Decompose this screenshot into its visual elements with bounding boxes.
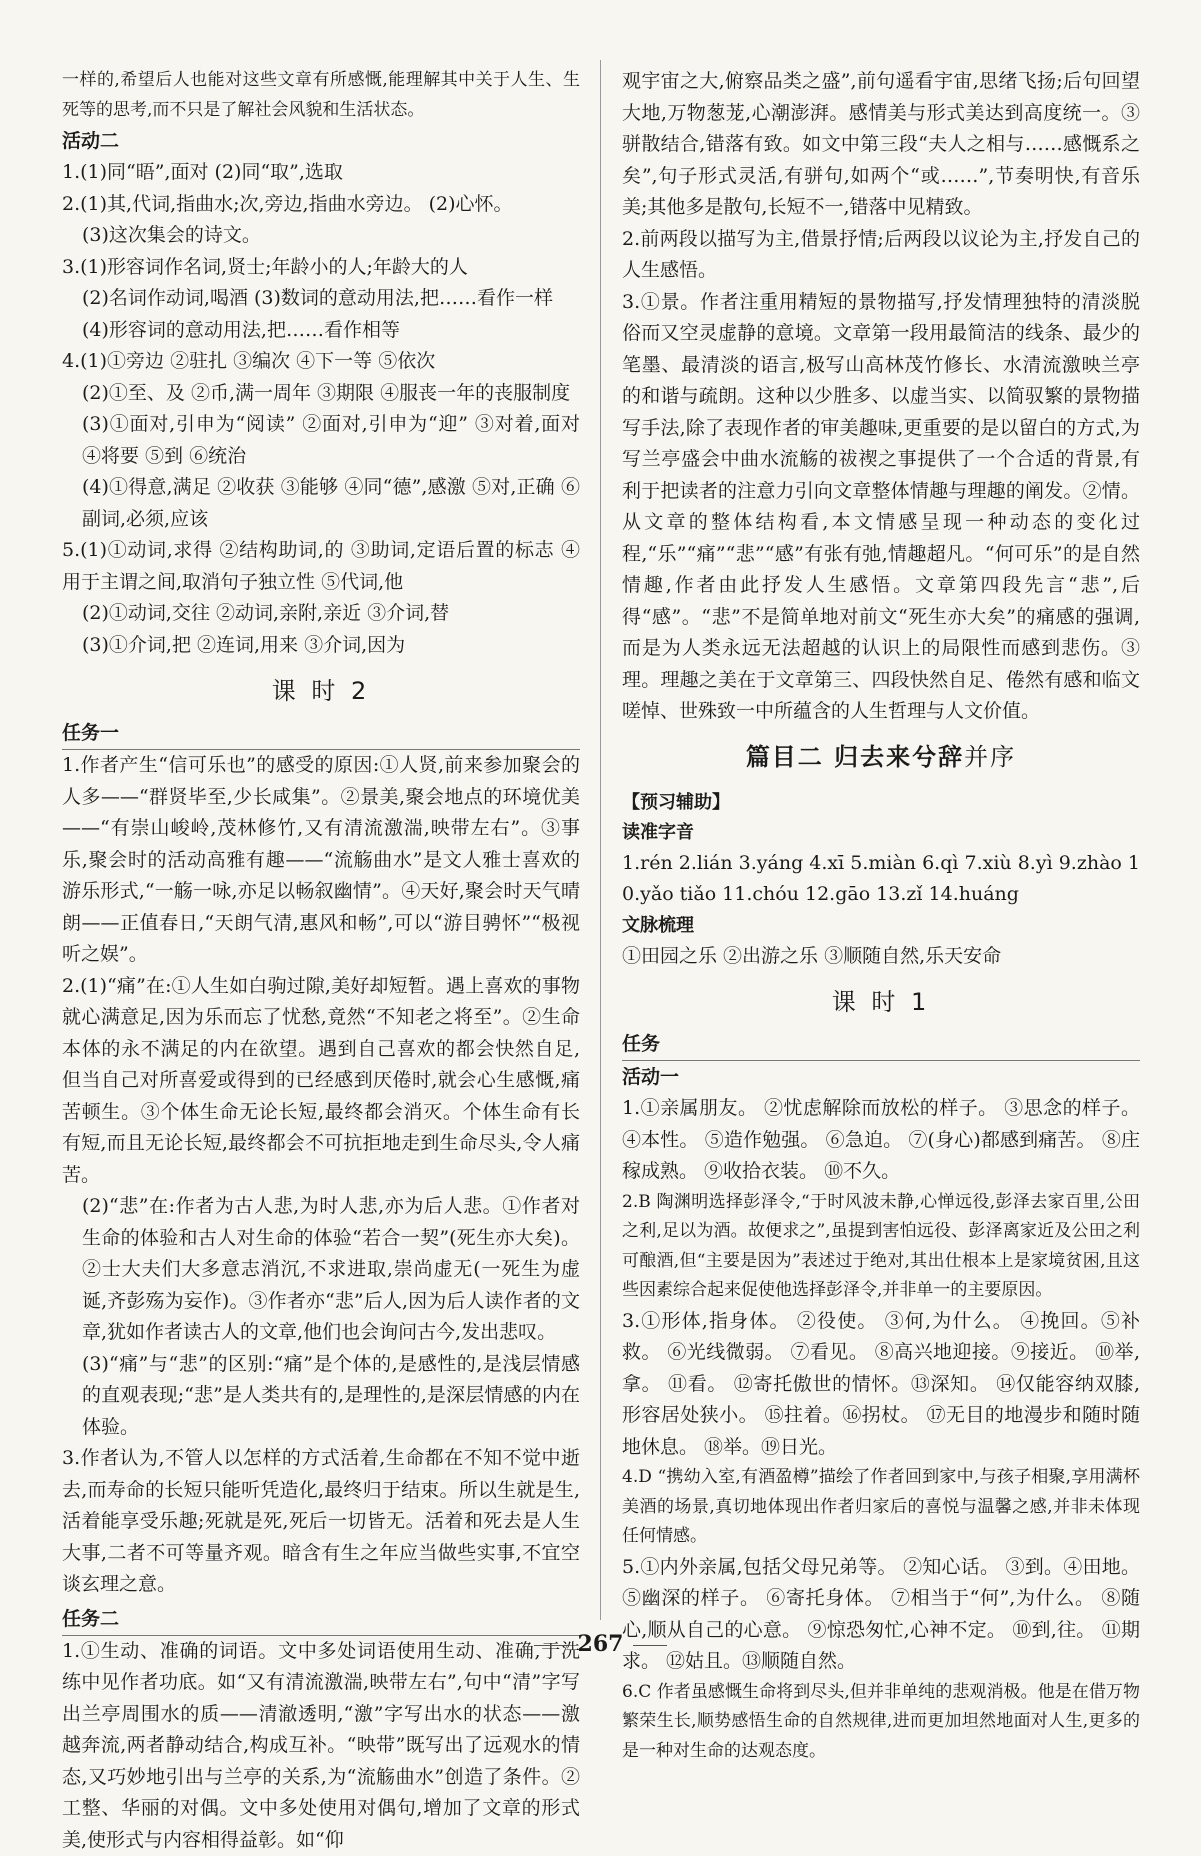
answer-2: 2.(1)其,代词,指曲水;次,旁边,指曲水旁边。 (2)心怀。	[62, 189, 580, 221]
right-column	[622, 66, 1140, 1766]
task-1-heading: 任务一	[62, 717, 580, 750]
lesson-2-heading: 课 时 2	[62, 671, 580, 711]
answer-4-part-2: (2)①至、及 ②币,满一周年 ③期限 ④服丧一年的丧服制度	[62, 378, 580, 410]
task2-answer-1-continued: 观宇宙之大,俯察品类之盛”,前句遥看宇宙,思绪飞扬;后句回望大地,万物葱茏,心潮澎湃。感情美与形式美达到高度统一。③骈散结合,错落有致。如文中第三段“夫人之相与……感慨系之矣”,句子形式灵活,有骈句,如两个“或……”,节奏明快,有音乐美;其他多是散句,长短不一,错落中见精致。	[622, 66, 1140, 224]
answer-3-part-2: (2)名词作动词,喝酒 (3)数词的意动用法,把……看作一样	[62, 283, 580, 315]
pronunciation-heading: 读准字音	[622, 818, 1140, 848]
pronunciation-answers: 1.rén 2.lián 3.yáng 4.xī 5.miàn 6.qì 7.xiù 8.yì 9.zhào 10.yǎo tiǎo 11.chóu 12.gāo 13.zǐ 14.huáng	[622, 848, 1140, 911]
context-answers: ①田园之乐 ②出游之乐 ③顺随自然,乐天安命	[622, 941, 1140, 973]
activity-2-heading: 活动二	[62, 125, 580, 157]
act1-answer-1: 1.①亲属朋友。 ②忧虑解除而放松的样子。 ③思念的样子。④本性。 ⑤造作勉强。 ⑥急迫。 ⑦(身心)都感到痛苦。 ⑧庄稼成熟。 ⑨收拾衣装。 ⑩不久。	[622, 1093, 1140, 1188]
task2-answer-3: 3.①景。作者注重用精短的景物描写,抒发情理独特的清淡脱俗而又空灵虚静的意境。文章第一段用最简洁的线条、最少的笔墨、最清淡的语言,极写山高林茂竹修长、水清流激映兰亭的和谐与疏朗。这种以少胜多、以虚当实、以简驭繁的景物描写手法,除了表现作者的审美趣味,更重要的是以留白的方式,为写兰亭盛会中曲水流觞的祓禊之事提供了一个合适的背景,有利于把读者的注意力引向文章整体情趣与理趣的阐发。②情。从文章的整体结构看,本文情感呈现一种动态的变化过程,“乐”“痛”“悲”“感”有张有弛,情趣超凡。“何可乐”的是自然情趣,作者由此抒发人生感悟。文章第四段先言“悲”,后得“感”。“悲”不是简单地对前文“死生亦大矣”的痛感的强调,而是为人类永远无法超越的认识上的局限性而感到悲伤。③理。理趣之美在于文章第三、四段快然自足、倦然有感和临文嗟悼、世殊致一中所蕴含的人生哲理与人文价值。	[622, 287, 1140, 728]
answer-4-part-4: (4)①得意,满足 ②收获 ③能够 ④同“德”,感激 ⑤对,正确 ⑥副词,必须,应该	[62, 472, 580, 535]
answer-3-part-4: (4)形容词的意动用法,把……看作相等	[62, 315, 580, 347]
page-number	[0, 1631, 1201, 1657]
answer-5: 5.(1)①动词,求得 ②结构助词,的 ③助词,定语后置的标志 ④用于主谓之间,取消句子独立性 ⑤代词,他	[62, 535, 580, 598]
answer-5-part-3: (3)①介词,把 ②连词,用来 ③介词,因为	[62, 630, 580, 662]
task-2-heading: 任务二	[62, 1603, 580, 1636]
act1-answer-6: 6.C 作者虽感慨生命将到尽头,但并非单纯的悲观消极。他是在借万物繁荣生长,顺势感悟生命的自然规律,进而更加坦然地面对人生,更多的是一种对生命的达观态度。	[622, 1678, 1140, 1767]
answer-3: 3.(1)形容词作名词,贤士;年龄小的人;年龄大的人	[62, 252, 580, 284]
task1-answer-2-part-2: (2)“悲”在:作者为古人悲,为时人悲,亦为后人悲。①作者对生命的体验和古人对生命的体验“若合一契”(死生亦大矣)。②士大夫们大多意志消沉,不求进取,崇尚虚无(一死生为虚诞,齐彭殇为妄作)。③作者亦“悲”后人,因为后人读作者的文章,犹如作者读古人的文章,他们也会询问古今,发出悲叹。	[62, 1191, 580, 1349]
lesson-1-heading: 课 时 1	[622, 982, 1140, 1022]
chapter-2-suffix: 并序	[964, 743, 1016, 771]
context-heading: 文脉梳理	[622, 911, 1140, 941]
chapter-2-main-title: 篇目二 归去来兮辞	[746, 743, 964, 771]
intro-paragraph: 一样的,希望后人也能对这些文章有所感慨,能理解其中关于人生、生死等的思考,而不只是了解社会风貌和生活状态。	[62, 66, 580, 125]
answer-1: 1.(1)同“晤”,面对 (2)同“取”,选取	[62, 157, 580, 189]
column-divider	[600, 60, 601, 1620]
left-column	[62, 66, 580, 1856]
answer-4: 4.(1)①旁边 ②驻扎 ③编次 ④下一等 ⑤依次	[62, 346, 580, 378]
answer-5-part-2: (2)①动词,交往 ②动词,亲附,亲近 ③介词,替	[62, 598, 580, 630]
page-number-text: 267	[578, 1631, 624, 1657]
chapter-2-title	[622, 736, 1140, 778]
task1-answer-2-part-3: (3)“痛”与“悲”的区别:“痛”是个体的,是感性的,是浅层情感的直观表现;“悲”是人类共有的,是理性的,是深层情感的内在体验。	[62, 1349, 580, 1444]
activity-1-heading: 活动一	[622, 1061, 1140, 1093]
task2-answer-2: 2.前两段以描写为主,借景抒情;后两段以议论为主,抒发自己的人生感悟。	[622, 224, 1140, 287]
act1-answer-5: 5.①内外亲属,包括父母兄弟等。 ②知心话。 ③到。④田地。 ⑤幽深的样子。 ⑥寄托身体。 ⑦相当于“何”,为什么。 ⑧随心,顺从自己的心意。 ⑨惊恐匆忙,心神不定。 ⑩到,往。 ⑪期求。 ⑫姑且。⑬顺随自然。	[622, 1552, 1140, 1678]
task1-answer-2: 2.(1)“痛”在:①人生如白驹过隙,美好却短暂。遇上喜欢的事物就心满意足,因为乐而忘了忧愁,竟然“不知老之将至”。②生命本体的永不满足的内在欲望。遇到自己喜欢的都会快然自足,但当自己对所喜爱或得到的已经感到厌倦时,就会心生感慨,痛苦顿生。③个体生命无论长短,最终都会消灭。个体生命有长有短,而且无论长短,最终都会不可抗拒地走到生命尽头,令人痛苦。	[62, 971, 580, 1192]
task1-answer-3: 3.作者认为,不管人以怎样的方式活着,生命都在不知不觉中逝去,而寿命的长短只能听凭造化,最终归于结束。所以生就是生,活着能享受乐趣;死就是死,死后一切皆无。活着和死去是人生大事,二者不可等量齐观。暗含有生之年应当做些实事,不宜空谈玄理之意。	[62, 1443, 580, 1601]
act1-answer-4: 4.D “携幼入室,有酒盈樽”描绘了作者回到家中,与孩子相聚,享用满杯美酒的场景,真切地体现出作者归家后的喜悦与温馨之感,并非未体现任何情感。	[622, 1463, 1140, 1552]
task1-answer-1: 1.作者产生“信可乐也”的感受的原因:①人贤,前来参加聚会的人多——“群贤毕至,少长咸集”。②景美,聚会地点的环境优美——“有崇山峻岭,茂林修竹,又有清流激湍,映带左右”。③事乐,聚会时的活动高雅有趣——“流觞曲水”是文人雅士喜欢的游乐形式,“一觞一咏,亦足以畅叙幽情”。④天好,聚会时天气晴朗——正值春日,“天朗气清,惠风和畅”,可以“游目骋怀”“极视听之娱”。	[62, 750, 580, 971]
preview-heading: 【预习辅助】	[622, 788, 1140, 818]
task-heading: 任务	[622, 1028, 1140, 1061]
act1-answer-2: 2.B 陶渊明选择彭泽令,“于时风波未静,心惮远役,彭泽去家百里,公田之利,足以为酒。故便求之”,虽提到害怕远役、彭泽离家近及公田之利可酿酒,但“主要是因为”表述过于绝对,其出仕根本上是家境贫困,且这些因素综合起来促使他选择彭泽令,并非单一的主要原因。	[622, 1188, 1140, 1306]
task2-answer-1: 1.①生动、准确的词语。文中多处词语使用生动、准确,于洗练中见作者功底。如“又有清流激湍,映带左右”,句中“清”字写出兰亭周围水的质——清澈透明,“激”字写出水的状态——激越奔流,两者静动结合,构成互补。“映带”既写出了远观水的情态,又巧妙地引出与兰亭的关系,为“流觞曲水”创造了条件。②工整、华丽的对偶。文中多处使用对偶句,增加了文章的形式美,使形式与内容相得益彰。如“仰	[62, 1636, 580, 1856]
answer-4-part-3: (3)①面对,引申为“阅读” ②面对,引申为“迎” ③对着,面对 ④将要 ⑤到 ⑥统治	[62, 409, 580, 472]
act1-answer-3: 3.①形体,指身体。 ②役使。 ③何,为什么。 ④挽回。⑤补救。 ⑥光线微弱。 ⑦看见。 ⑧高兴地迎接。⑨接近。 ⑩举,拿。 ⑪看。 ⑫寄托傲世的情怀。⑬深知。 ⑭仅能容纳双膝,形容居处狭小。 ⑮拄着。⑯拐杖。 ⑰无目的地漫步和随时随地休息。 ⑱举。⑲日光。	[622, 1306, 1140, 1464]
answer-2-part-3: (3)这次集会的诗文。	[62, 220, 580, 252]
